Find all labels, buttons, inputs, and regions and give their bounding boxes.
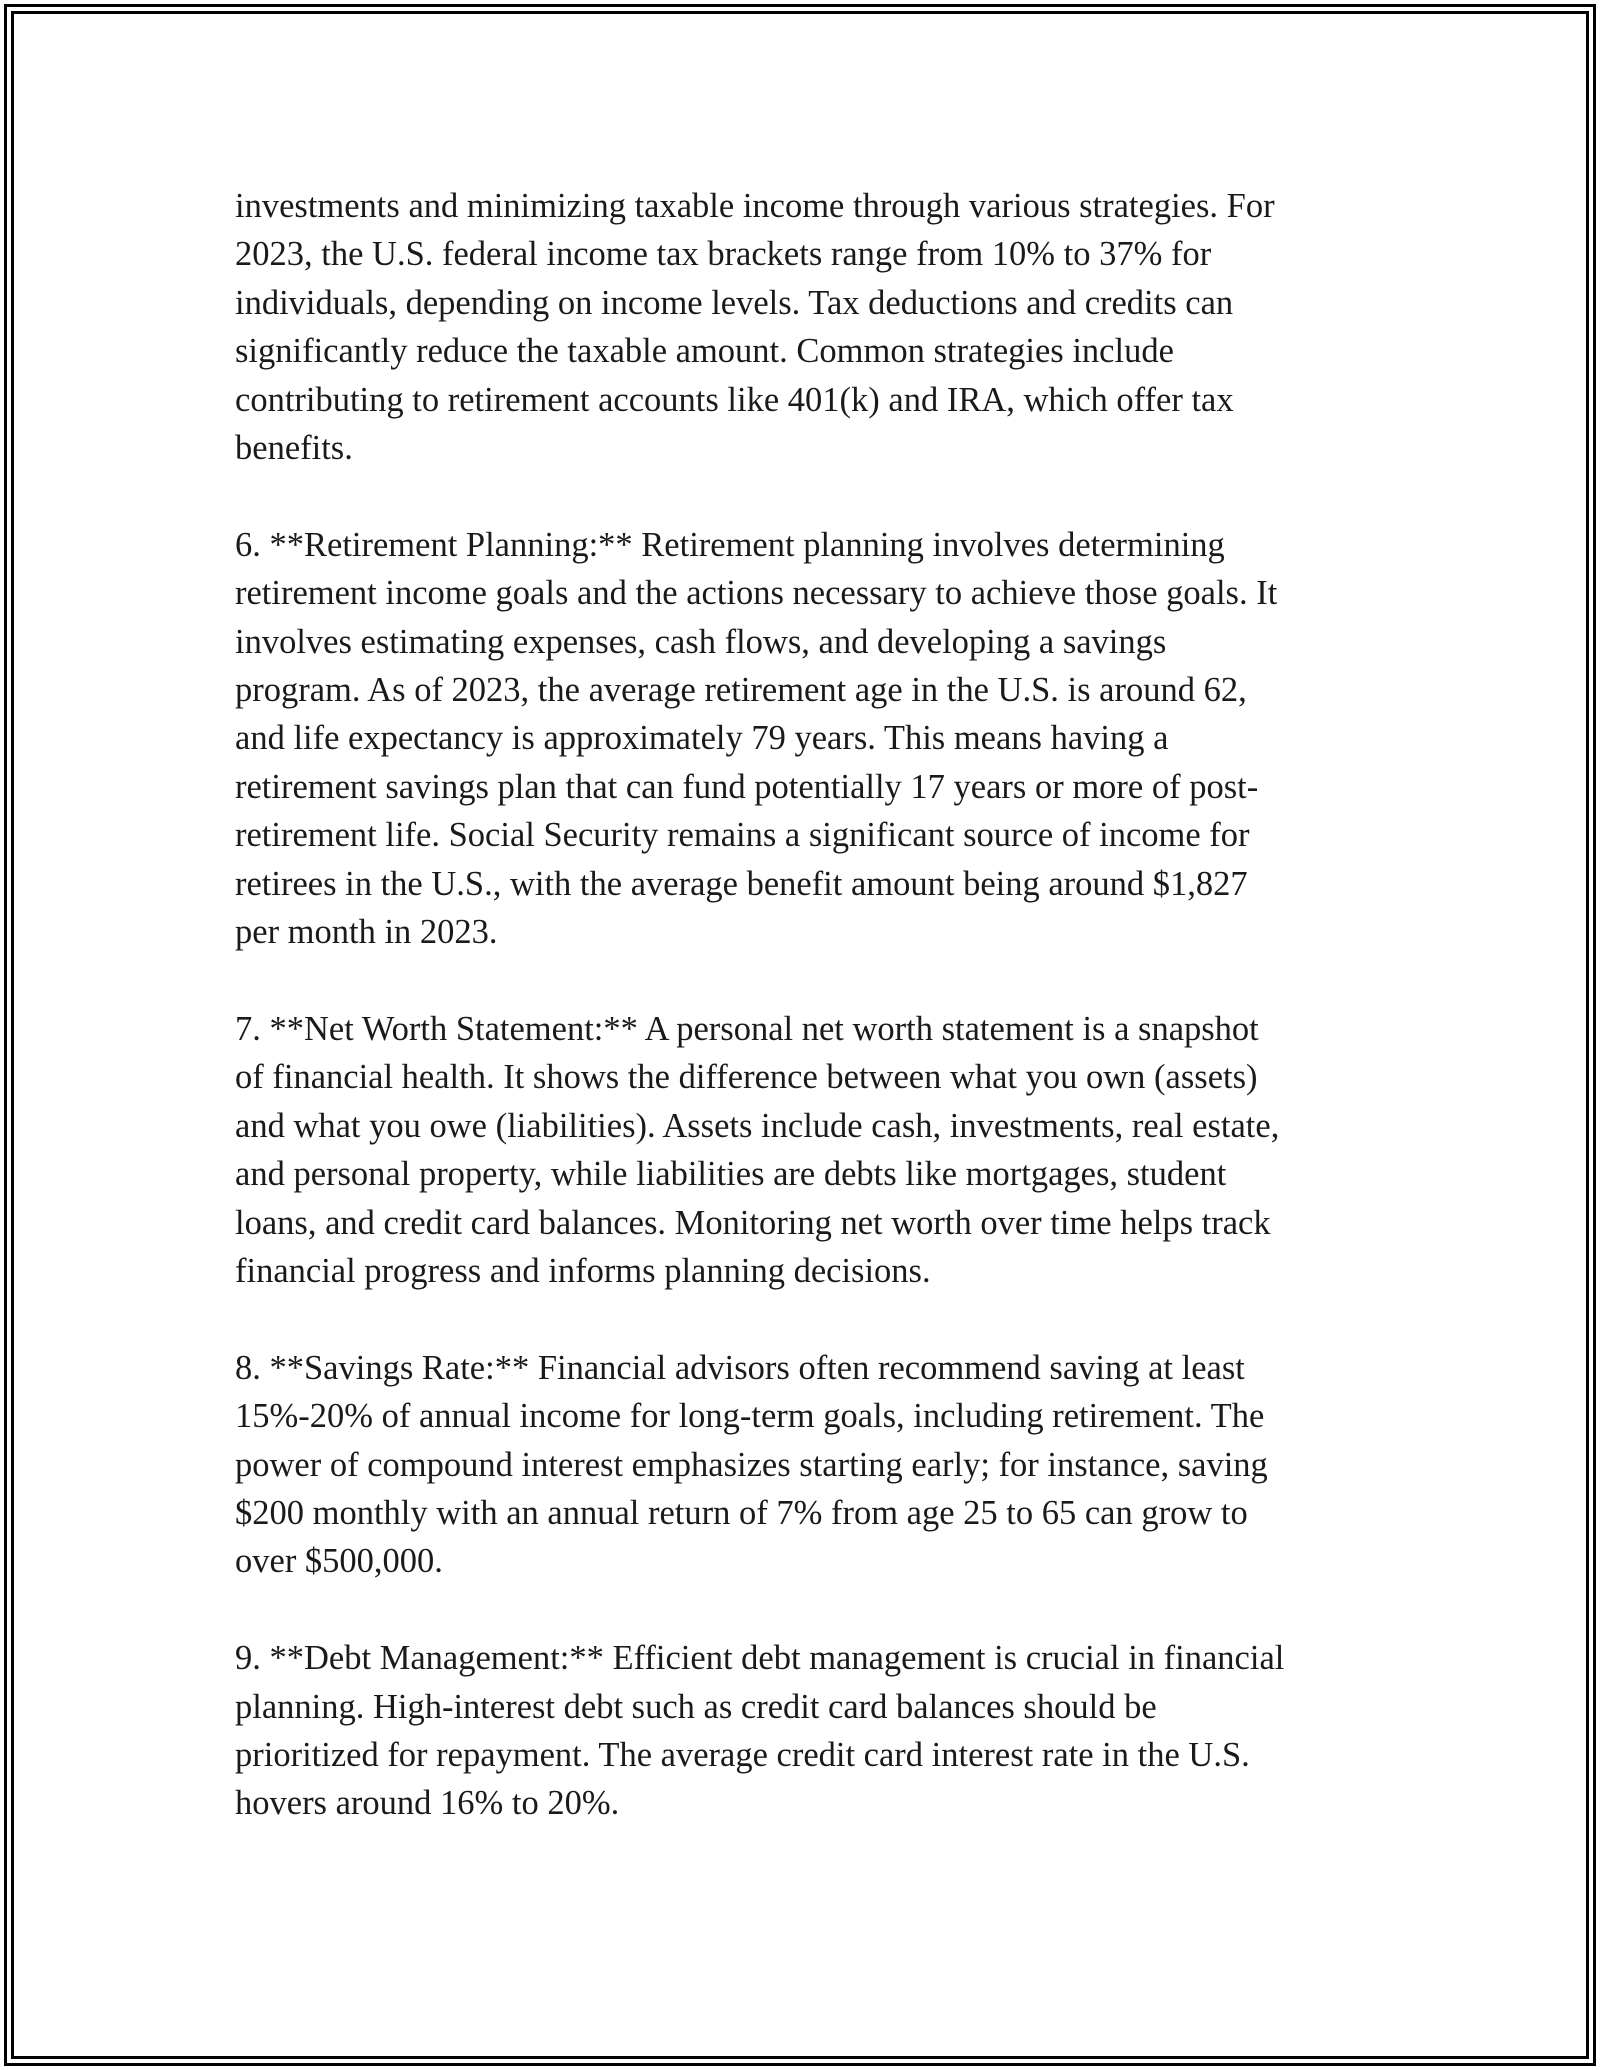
text-line: 7. **Net Worth Statement:** A personal net worth statement is a snapshot	[235, 1009, 1259, 1048]
text-line: retirement life. Social Security remains a significant source of income for	[235, 816, 1250, 855]
document-body	[235, 182, 1365, 1828]
text-line: retirement savings plan that can fund potentially 17 years or more of post-	[235, 767, 1259, 806]
text-line: loans, and credit card balances. Monitoring net worth over time helps track	[235, 1203, 1271, 1242]
text-line: 15%-20% of annual income for long-term goals, including retirement. The	[235, 1397, 1265, 1436]
text-line: hovers around 16% to 20%.	[235, 1784, 620, 1823]
text-line: of financial health. It shows the difference between what you own (assets)	[235, 1058, 1258, 1097]
text-line: retirees in the U.S., with the average benefit amount being around $1,827	[235, 864, 1248, 903]
text-line: per month in 2023.	[235, 913, 498, 952]
paragraph-debt-management	[235, 1634, 1365, 1828]
text-line: 8. **Savings Rate:** Financial advisors often recommend saving at least	[235, 1348, 1245, 1387]
text-line: significantly reduce the taxable amount. Common strategies include	[235, 332, 1174, 371]
text-line: $200 monthly with an annual return of 7% from age 25 to 65 can grow to	[235, 1493, 1248, 1532]
text-line: 9. **Debt Management:** Efficient debt management is crucial in financial	[235, 1639, 1285, 1678]
text-line: 2023, the U.S. federal income tax brackets range from 10% to 37% for	[235, 235, 1212, 274]
text-line: over $500,000.	[235, 1542, 443, 1581]
text-line: involves estimating expenses, cash flows, and developing a savings	[235, 622, 1167, 661]
text-line: program. As of 2023, the average retirement age in the U.S. is around 62,	[235, 671, 1247, 710]
text-line: financial progress and informs planning decisions.	[235, 1251, 931, 1290]
text-line: contributing to retirement accounts like 401(k) and IRA, which offer tax	[235, 380, 1234, 419]
text-line: retirement income goals and the actions necessary to achieve those goals. It	[235, 574, 1278, 613]
text-line: individuals, depending on income levels. Tax deductions and credits can	[235, 283, 1234, 322]
text-line: and personal property, while liabilities are debts like mortgages, student	[235, 1155, 1227, 1194]
text-line: and what you owe (liabilities). Assets include cash, investments, real estate,	[235, 1106, 1280, 1145]
text-line: 6. **Retirement Planning:** Retirement planning involves determining	[235, 525, 1225, 564]
paragraph-retirement-planning	[235, 521, 1365, 957]
text-line: power of compound interest emphasizes starting early; for instance, saving	[235, 1445, 1268, 1484]
text-line: and life expectancy is approximately 79 years. This means having a	[235, 719, 1169, 758]
text-line: planning. High-interest debt such as credit card balances should be	[235, 1687, 1157, 1726]
text-line: prioritized for repayment. The average credit card interest rate in the U.S.	[235, 1735, 1250, 1774]
text-line: investments and minimizing taxable income through various strategies. For	[235, 187, 1275, 225]
paragraph-net-worth-statement	[235, 1005, 1365, 1295]
paragraph-tax-planning-continued	[235, 182, 1365, 472]
paragraph-savings-rate	[235, 1344, 1365, 1586]
text-line: benefits.	[235, 429, 353, 468]
